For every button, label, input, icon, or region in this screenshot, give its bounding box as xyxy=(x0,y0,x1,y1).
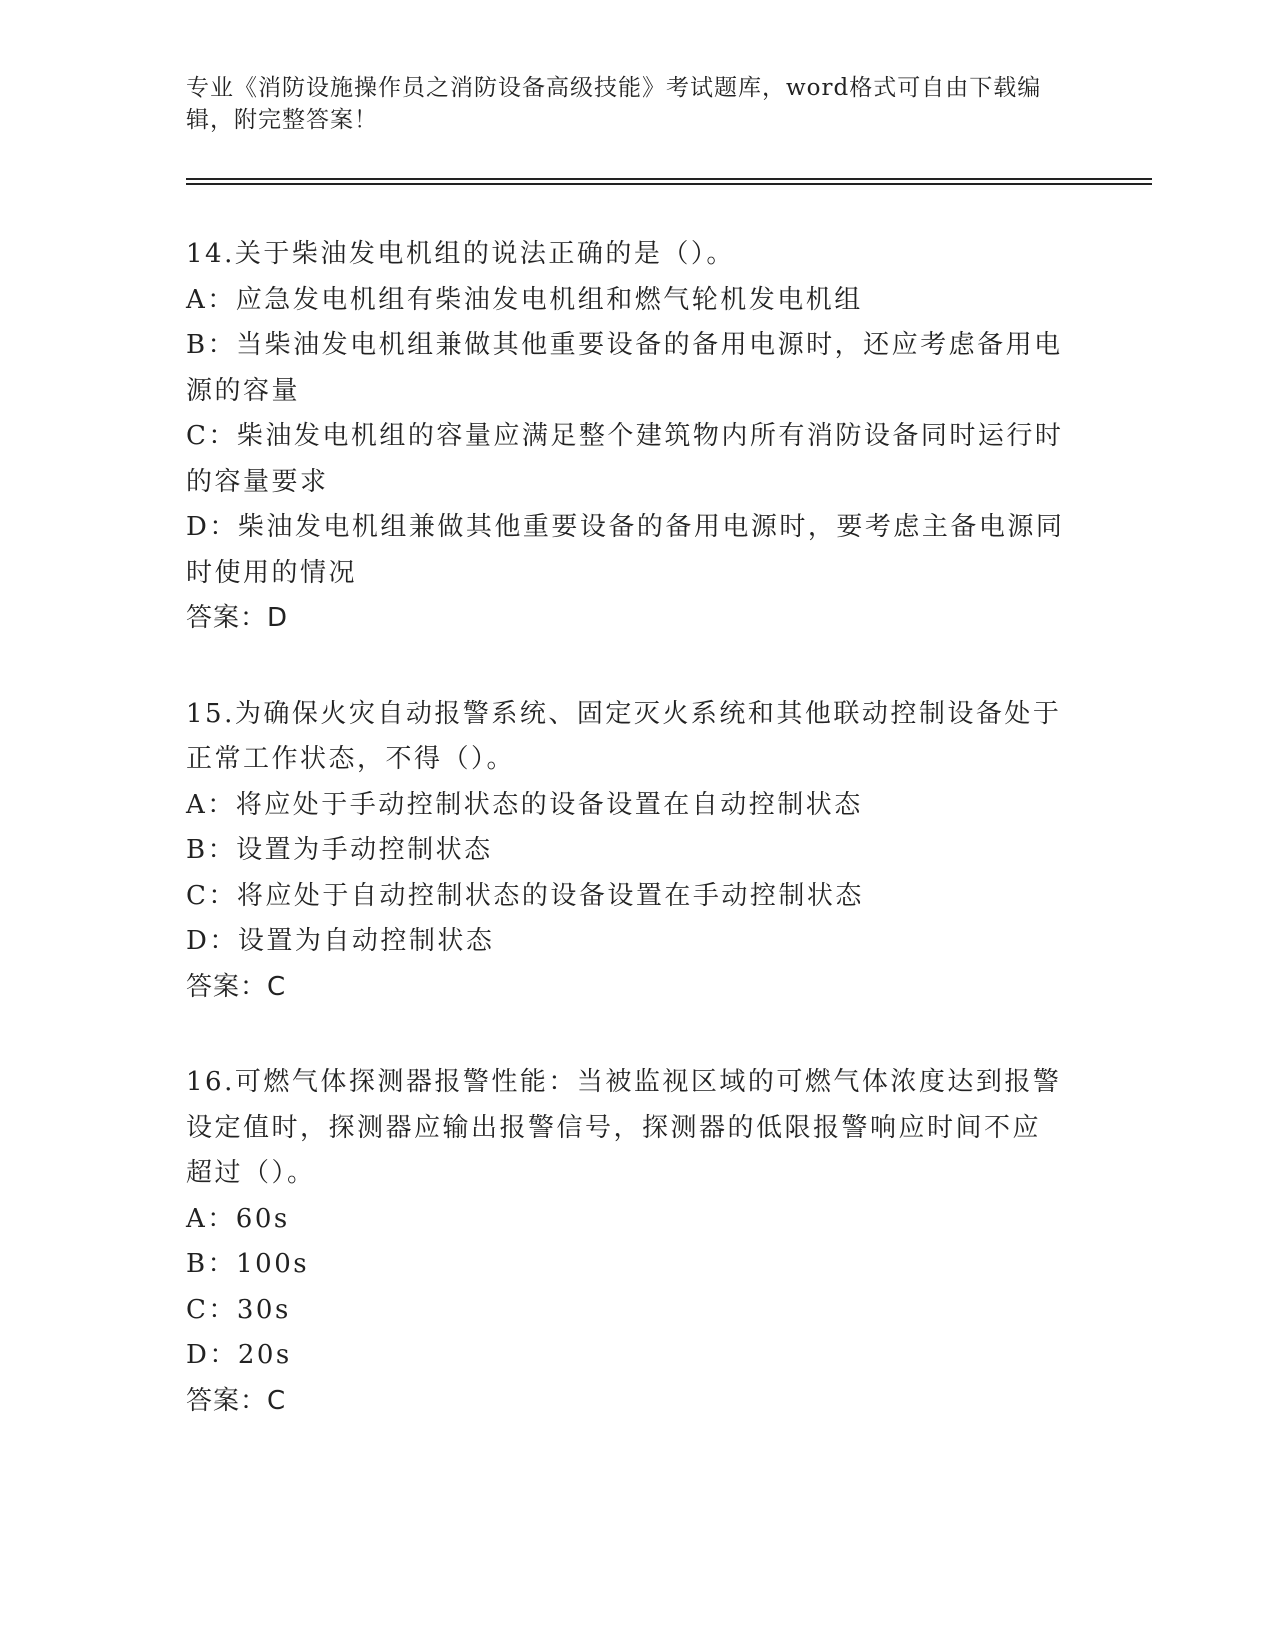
option-b: B：当柴油发电机组兼做其他重要设备的备用电源时，还应考虑备用电源的容量 xyxy=(186,330,1063,406)
question-stem: 16.可燃气体探测器报警性能：当被监视区域的可燃气体浓度达到报警设定值时，探测器应输出报警信号，探测器的低限报警响应时间不应超过（）。 xyxy=(186,1067,1062,1188)
question-16 xyxy=(186,1060,1066,1424)
option-d: D：柴油发电机组兼做其他重要设备的备用电源时，要考虑主备电源同时使用的情况 xyxy=(186,512,1065,588)
header-rule-top xyxy=(186,178,1152,180)
answer-line: 答案：C xyxy=(186,1385,287,1416)
option-d: D：设置为自动控制状态 xyxy=(186,926,495,956)
question-14 xyxy=(186,232,1066,642)
answer-line: 答案：C xyxy=(186,971,287,1002)
question-15 xyxy=(186,692,1066,1011)
question-stem: 14.关于柴油发电机组的说法正确的是（）。 xyxy=(186,239,735,269)
option-b: B：设置为手动控制状态 xyxy=(186,835,493,865)
option-d: D：20s xyxy=(186,1340,292,1370)
option-a: A：60s xyxy=(186,1203,290,1234)
option-a: A：将应处于手动控制状态的设备设置在自动控制状态 xyxy=(186,789,863,820)
option-c: C：30s xyxy=(186,1294,291,1325)
question-list xyxy=(186,232,1066,1474)
option-c: C：将应处于自动控制状态的设备设置在手动控制状态 xyxy=(186,880,864,911)
option-a: A：应急发电机组有柴油发电机组和燃气轮机发电机组 xyxy=(186,284,863,315)
option-b: B：100s xyxy=(186,1249,310,1279)
option-c: C：柴油发电机组的容量应满足整个建筑物内所有消防设备同时运行时的容量要求 xyxy=(186,421,1064,497)
question-stem: 15.为确保火灾自动报警系统、固定灭火系统和其他联动控制设备处于正常工作状态，不得（）。 xyxy=(186,698,1062,774)
answer-line: 答案：D xyxy=(186,603,289,633)
document-header: 专业《消防设施操作员之消防设备高级技能》考试题库，word格式可自由下载编辑，附完整答案！ xyxy=(186,75,1042,133)
header-rule-bottom xyxy=(186,183,1152,185)
